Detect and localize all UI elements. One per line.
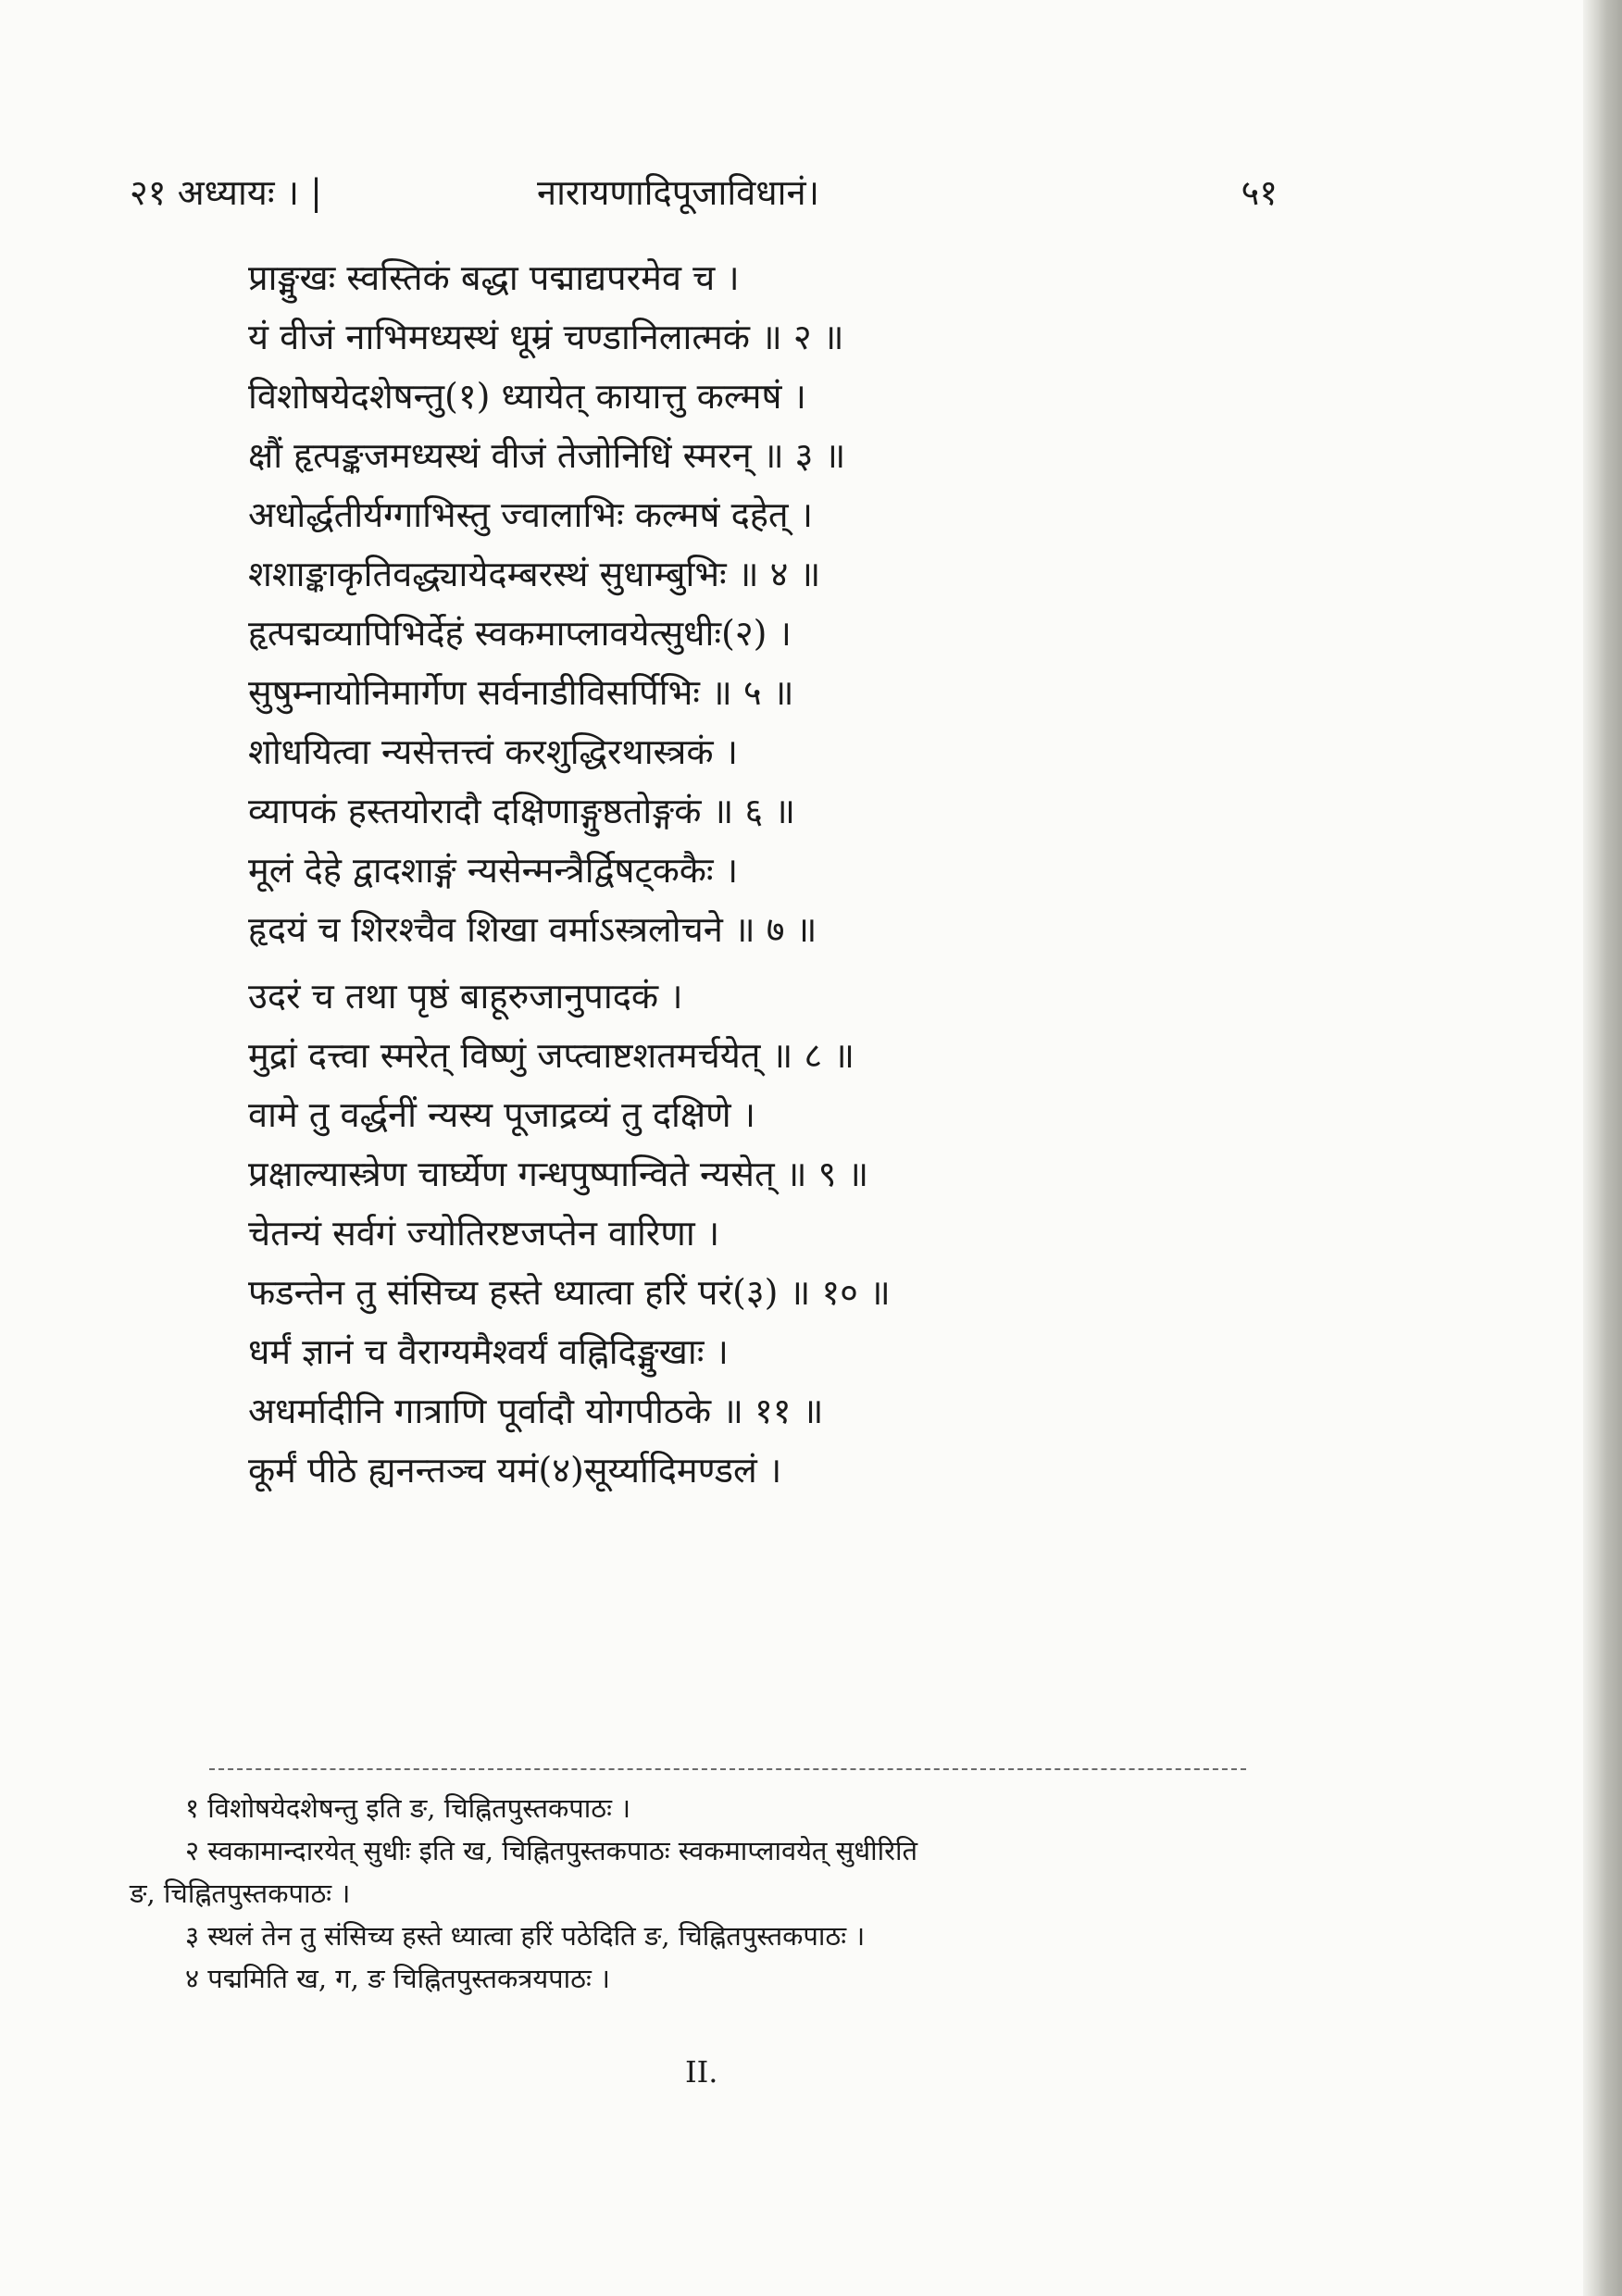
footnote-continuation: ङ, चिह्नितपुस्तकपाठः । [130, 1878, 351, 1909]
footnote: १ विशोषयेदशेषन्तु इति ङ, चिह्नितपुस्तकपाठः । [185, 1792, 631, 1824]
verse-line: कूर्मं पीठे ह्यनन्तञ्च यमं(४)सूर्य्यादिमण्डलं । [248, 1450, 782, 1491]
verse-line: शशाङ्काकृतिवद्ध्यायेदम्बरस्थं सुधाम्बुभिः ॥ ४ ॥ [248, 554, 821, 594]
verse-line: प्रक्षाल्यास्त्रेण चार्घ्येण गन्धपुष्पान्विते न्यसेत् ॥ ९ ॥ [248, 1154, 869, 1194]
verse-line: यं वीजं नाभिमध्यस्थं धूम्रं चण्डानिलात्मकं ॥ २ ॥ [248, 317, 844, 357]
verse-line: व्यापकं हस्तयोरादौ दक्षिणाङ्गुष्ठतोङ्गकं ॥ ६ ॥ [248, 791, 795, 831]
verse-line: हृत्पद्मव्यापिभिर्देहं स्वकमाप्लावयेत्सुधीः(२) । [248, 613, 792, 654]
page-number: ५१ [1241, 172, 1278, 213]
binding-edge-shadow [1583, 0, 1622, 2296]
footnote: ३ स्थलं तेन तु संसिच्य हस्ते ध्यात्वा हरिं पठेदिति ङ, चिह्नितपुस्तकपाठः । [185, 1920, 866, 1952]
verse-line: वामे तु वर्द्धनीं न्यस्य पूजाद्रव्यं तु दक्षिणे । [248, 1094, 756, 1135]
running-header [130, 165, 1278, 220]
verse-line: हृदयं च शिरश्चैव शिखा वर्माऽस्त्रलोचने ॥ ७ ॥ [248, 909, 817, 950]
printer-signature-mark: II. [685, 2054, 718, 2090]
verse-line: मूलं देहे द्वादशाङ्गं न्यसेन्मन्त्रैर्द्विषट्ककैः । [248, 850, 739, 891]
verse-block [248, 248, 1229, 1500]
verse-line: क्षौं हृत्पङ्कजमध्यस्थं वीजं तेजोनिधिं स्मरन् ॥ ३ ॥ [248, 435, 846, 476]
verse-line: विशोषयेदशेषन्तु(१) ध्यायेत् कायात्तु कल्मषं । [248, 376, 806, 417]
verse-line: फडन्तेन तु संसिच्य हस्ते ध्यात्वा हरिं परं(३) ॥ १० ॥ [248, 1272, 891, 1313]
chapter-label: २१ अध्यायः । | [130, 172, 322, 213]
verse-line: सुषुम्नायोनिमार्गेण सर्वनाडीविसर्पिभिः ॥ ५ ॥ [248, 672, 794, 713]
verse-line: अधोर्द्धतीर्यग्गाभिस्तु ज्वालाभिः कल्मषं दहेत् । [248, 494, 814, 535]
footnotes-block [130, 1787, 1287, 2000]
verse-line: धर्मं ज्ञानं च वैराग्यमैश्वर्यं वह्निदिङ्मुखाः । [248, 1331, 729, 1372]
verse-line: मुद्रां दत्त्वा स्मरेत् विष्णुं जप्त्वाष्टशतमर्चयेत् ॥ ८ ॥ [248, 1035, 855, 1076]
verse-line: शोधयित्वा न्यसेत्तत्त्वं करशुद्धिरथास्त्रकं । [248, 731, 738, 772]
verse-line: अधर्मादीनि गात्राणि पूर्वादौ योगपीठके ॥ ११ ॥ [248, 1391, 824, 1431]
footnote: ४ पद्ममिति ख, ग, ङ चिह्नितपुस्तकत्रयपाठः । [185, 1963, 611, 1994]
footnote: २ स्वकामान्दारयेत् सुधीः इति ख, चिह्नितपुस्तकपाठः स्वकमाप्लावयेत् सुधीरिति [185, 1835, 918, 1866]
verse-line: उदरं च तथा पृष्ठं बाहूरुजानुपादकं । [248, 976, 683, 1017]
footnote-divider [209, 1768, 1246, 1770]
running-title: नारायणादिपूजाविधानं। [537, 172, 819, 213]
verse-line: चेतन्यं सर्वगं ज्योतिरष्टजप्तेन वारिणा । [248, 1213, 720, 1254]
verse-line: प्राङ्मुखः स्वस्तिकं बद्धा पद्माद्यपरमेव च । [248, 257, 740, 298]
